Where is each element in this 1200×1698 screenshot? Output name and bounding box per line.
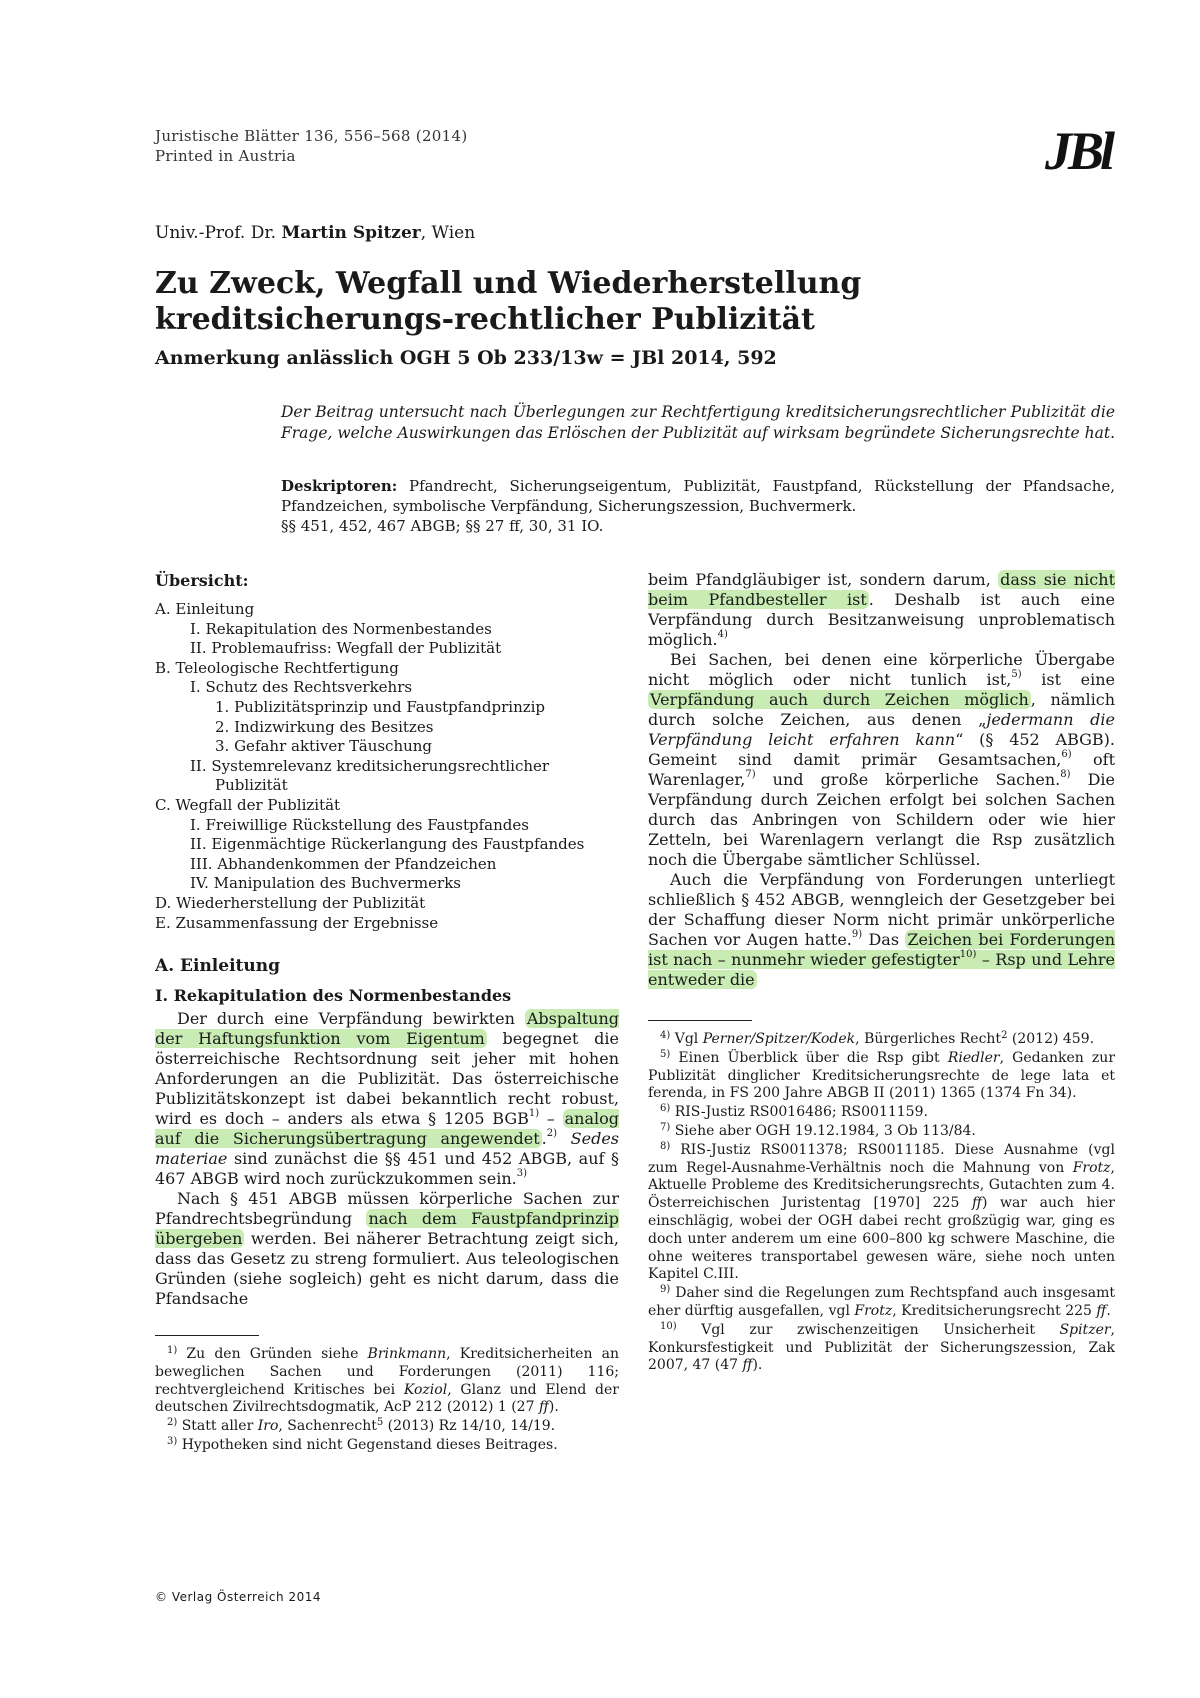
footnote [648, 1285, 1115, 1321]
body-paragraph [648, 650, 1115, 870]
footnote-mark: 7) [660, 1121, 671, 1133]
italic-run: Brinkmann [367, 1346, 447, 1363]
text-run: , Gedanken zur Publizität dinglicher Kreditsicherungsrechte de lege lata et ferenda, in FS 200 Jahre ABGB II (2011) 1365 (1374 Fn 34). [648, 1049, 1116, 1102]
toc-item[interactable]: 3. Gefahr aktiver Täuschung [215, 737, 433, 756]
text-run: ) war auch hier einschlägig, wobei der OGH dabei recht großzügig war, ging es doch unter anderem um eine 600–800 kg schwere Maschine, die ohne weiteres transportabel gewesen wäre, siehe noch unten Kapitel C.III. [648, 1195, 1116, 1283]
text-run: Daher sind die Regelungen zum Rechtspfand auch insgesamt eher dürftig ausgefallen, vgl [648, 1285, 1115, 1319]
text-run: . [1106, 1302, 1111, 1319]
toc-item[interactable]: I. Rekapitulation des Normenbestandes [190, 619, 492, 638]
author-name: Martin Spitzer [281, 223, 421, 243]
footnote-separator [155, 1335, 259, 1336]
toc-item[interactable]: A. Einleitung [155, 600, 255, 618]
text-run: Bei Sachen, bei denen eine körperliche Übergabe nicht möglich oder nicht tunlich ist, [648, 650, 1115, 689]
text-run: werden. Bei näherer Betrachtung zeigt sich, dass das Gesetz zu streng formuliert. Aus teleologischen Gründen (siehe sogleich) geht es nicht darum, dass die Pfandsache [155, 1229, 619, 1309]
footnote-ref[interactable]: 8) [1060, 769, 1071, 780]
footnote-mark: 10) [660, 1320, 677, 1332]
table-of-contents [155, 600, 619, 933]
footnote-ref[interactable]: 1) [528, 1108, 540, 1120]
footnote [648, 1123, 1115, 1141]
highlight: Abspaltung der Haftungsfunktion vom Eigentum [155, 1009, 619, 1049]
copyright-notice: © Verlag Österreich 2014 [155, 1590, 321, 1604]
text-run: beim Pfandgläubiger ist, sondern darum, [648, 570, 999, 589]
toc-item[interactable]: Publizität [215, 776, 288, 795]
italic-run: Riedler [947, 1049, 1000, 1066]
descriptors-label: Deskriptoren: [281, 477, 398, 495]
text-run: Zu den Gründen siehe [177, 1346, 368, 1363]
footnote [155, 1346, 619, 1417]
text-run: , Sachenrecht [278, 1418, 377, 1435]
text-run: begegnet die österreichische Rechtsordnung seit jeher mit hohen Anforderungen an die Publizität. Das österreichische Publizitätskonzept ist dabei bekanntlich recht robust, wird es doch – anders als etwa § 1205 BGB [155, 1029, 619, 1129]
text-run: oft Warenlager, [648, 750, 1115, 789]
footnote-separator [648, 1020, 752, 1021]
journal-line: Juristische Blätter 136, 556–568 (2014) [155, 127, 468, 145]
toc-item[interactable]: II. Systemrelevanz kreditsicherungsrechtlicher [190, 756, 550, 775]
text-run: Siehe aber OGH 19.12.1984, 3 Ob 113/84. [670, 1122, 976, 1139]
italic-run: Iro [257, 1418, 279, 1435]
italic-run: Spitzer [1059, 1321, 1111, 1338]
footnote-mark: 3) [167, 1436, 178, 1448]
text-run: , Bürgerliches Recht [855, 1031, 1002, 1047]
text-run: . [541, 1129, 547, 1149]
toc-item[interactable]: E. Zusammenfassung der Ergebnisse [155, 913, 439, 932]
footnote-ref[interactable]: 3) [516, 1168, 527, 1180]
text-run: (2013) Rz 14/10, 14/19. [383, 1418, 556, 1435]
italic-run: Frotz [1072, 1159, 1111, 1176]
text-run: – [539, 1109, 563, 1129]
article-subtitle: Anmerkung anlässlich OGH 5 Ob 233/13w = JBl 2014, 592 [155, 347, 777, 369]
article-title: Zu Zweck, Wegfall und Wiederherstellung kreditsicherungs-rechtlicher Publizität [155, 266, 862, 337]
toc-item[interactable]: 2. Indizwirkung des Besitzes [215, 717, 434, 736]
body-paragraph [648, 570, 1115, 650]
text-run: – Rsp und Lehre entweder die [648, 950, 1116, 989]
body-paragraph [155, 1189, 619, 1309]
text-run: Hypotheken sind nicht Gegenstand dieses Beitrages. [177, 1437, 558, 1454]
journal-citation [155, 126, 467, 166]
text-run: Die Verpfändung durch Zeichen erfolgt bei solchen Sachen durch das Anbringen von Schildern oder wie hier Zetteln, bei Warenlagern verlangt die Rsp zusätzlich noch die Übergabe sämtlicher Schlüssel. [648, 770, 1116, 869]
footnote-mark: 4) [660, 1030, 671, 1041]
edition-mark: 2 [1001, 1030, 1008, 1041]
toc-item[interactable]: II. Eigenmächtige Rückerlangung des Faustpfandes [190, 835, 585, 854]
text-run: , Aktuelle Probleme des Kreditsicherungsrechts, Gutachten zum 4. Österreichischen Juristentag [1970] 225 [648, 1159, 1115, 1212]
descriptors-laws: §§ 451, 452, 467 ABGB; §§ 27 ff, 30, 31 IO. [281, 517, 604, 535]
toc-item[interactable]: II. Problemaufriss: Wegfall der Publizität [190, 639, 502, 658]
italic-run: ff [1096, 1302, 1107, 1319]
italic-run: Koziol [403, 1381, 448, 1398]
toc-item[interactable]: D. Wiederherstellung der Publizität [155, 893, 426, 912]
footnote-mark: 9) [660, 1284, 671, 1296]
text-run: , Kreditsicherheiten an beweglichen Sachen und Forderungen (2011) 116; rechtvergleichend Kritisches bei [155, 1346, 620, 1398]
footnote-mark: 8) [660, 1140, 671, 1152]
highlight: analog auf die Sicherungsübertragung angewendet [155, 1109, 620, 1149]
toc-item[interactable]: 1. Publizitätsprinzip und Faustpfandprinzip [215, 697, 546, 716]
toc-item[interactable]: IV. Manipulation des Buchvermerks [190, 874, 461, 893]
edition-mark: 5 [376, 1417, 384, 1429]
footnote-ref[interactable]: 9) [851, 929, 863, 940]
section-heading-a: A. Einleitung [155, 956, 280, 977]
toc-item[interactable]: B. Teleologische Rechtfertigung [155, 658, 399, 677]
abstract: Der Beitrag untersucht nach Überlegungen zur Rechtfertigung kreditsicherungsrechtlicher Publizität die Frage, welche Auswirkungen das Erlöschen der Publizität auf wirksam begründete Sicherungsrechte hat. [281, 403, 1115, 442]
highlight: dass sie nicht beim Pfandbesteller ist [648, 570, 1115, 609]
text-run: Zeichen bei Forderungen ist nach – nunmehr wieder gefestigter [648, 930, 1116, 969]
text-run: Der durch eine Verpfändung bewirkten [177, 1009, 525, 1029]
highlight: nach dem Faustpfandprinzip übergeben [155, 1209, 619, 1249]
body-paragraph [155, 1009, 619, 1189]
footnote-mark: 1) [167, 1345, 178, 1357]
footnote-mark: 5) [660, 1048, 671, 1060]
subsection-heading: I. Rekapitulation des Normenbestandes [155, 986, 512, 1006]
text-run: und große körperliche Sachen. [755, 770, 1061, 789]
text-run: ). [752, 1357, 763, 1374]
footnote [648, 1050, 1115, 1103]
footnote-ref[interactable]: 2) [546, 1128, 557, 1140]
italic-run: ff [538, 1399, 549, 1416]
descriptors [281, 476, 1115, 536]
italic-run: Perner/Spitzer/Kodek [702, 1031, 856, 1047]
text-run: Vgl [670, 1031, 703, 1047]
author-line [155, 222, 475, 244]
italic-run: jedermann die Verpfändung leicht erfahren kann [648, 710, 1115, 749]
left-column [155, 570, 619, 1456]
footnote [155, 1437, 619, 1455]
text-run: Statt aller [177, 1418, 258, 1435]
jbl-logo: JBl [1045, 121, 1112, 181]
right-column [648, 570, 1115, 1376]
text-run: (2012) 459. [1007, 1031, 1095, 1047]
toc-item[interactable]: I. Schutz des Rechtsverkehrs [190, 678, 413, 697]
text-run: sind zunächst die §§ 451 und 452 ABGB, auf § 467 ABGB wird noch zurückzukommen sein. [155, 1149, 619, 1189]
text-run: Das [862, 930, 906, 949]
footnote-ref[interactable]: 6) [1061, 749, 1072, 760]
text-run: ). [548, 1399, 559, 1416]
footnote-ref[interactable]: 4) [717, 629, 728, 640]
toc-item[interactable]: III. Abhandenkommen der Pfandzeichen [190, 854, 497, 873]
footnote-ref[interactable]: 7) [745, 769, 756, 780]
footnote [648, 1031, 1115, 1049]
text-run: Nach § 451 ABGB müssen körperliche Sachen zur Pfandrechtsbegründung [155, 1189, 619, 1229]
footnote [648, 1104, 1115, 1122]
descriptors-text: Pfandrecht, Sicherungseigentum, Publizität, Faustpfand, Rückstellung der Pfandsache, Pfandzeichen, symbolische Verpfändung, Sicherungszession, Buchvermerk. [281, 477, 1115, 515]
text-run: RIS-Justiz RS0011378; RS0011185. Diese Ausnahme (vgl zum Regel-Ausnahme-Verhältnis noch die Mahnung von [648, 1141, 1115, 1176]
italic-run: ff [742, 1357, 753, 1374]
footnote [648, 1322, 1115, 1375]
italic-run: Frotz [854, 1302, 893, 1319]
highlight: Verpfändung auch durch Zeichen möglich [650, 690, 1029, 709]
text-run: . Deshalb ist auch eine Verpfändung durch Besitzanweisung unproblematisch möglich. [648, 590, 1115, 649]
toc-item[interactable]: I. Freiwillige Rückstellung des Faustpfandes [190, 815, 529, 834]
text-run: Einen Überblick über die Rsp gibt [670, 1049, 948, 1066]
text-run: RIS-Justiz RS0016486; RS0011159. [670, 1104, 928, 1121]
text-run: Auch die Verpfändung von Forderungen unterliegt schließlich § 452 ABGB, wenngleich der Gesetzgeber bei der Schaffung dieser Norm nicht primär unkörperliche Sachen vor Augen hatte. [648, 870, 1115, 949]
text-run: , nämlich durch solche Zeichen, aus denen „ [648, 690, 1115, 729]
text-run: , Kreditsicherungsrecht 225 [892, 1302, 1097, 1319]
footnote [155, 1418, 619, 1436]
text-run: , Glanz und Elend der deutschen Zivilrechtsdogmatik, AcP 212 (2012) 1 (27 [155, 1381, 619, 1416]
printed-line: Printed in Austria [155, 147, 296, 165]
toc-heading: Übersicht: [155, 571, 249, 590]
text-run: Vgl zur zwischenzeitigen Unsicherheit [676, 1321, 1060, 1338]
author-suffix: , Wien [420, 223, 476, 243]
text-run: “ (§ 452 ABGB). Gemeint sind damit primär Gesamtsachen, [648, 730, 1115, 769]
body-paragraph [648, 870, 1115, 990]
footnote-ref[interactable]: 5) [1011, 669, 1022, 680]
footnote-mark: 6) [660, 1103, 671, 1115]
footnote [648, 1142, 1115, 1284]
footnote-ref[interactable]: 10) [959, 949, 977, 960]
toc-item[interactable]: C. Wegfall der Publizität [155, 795, 341, 814]
italic-run: Sedes materiae [155, 1129, 619, 1169]
author-prefix: Univ.-Prof. Dr. [155, 223, 277, 243]
italic-run: ff [972, 1195, 982, 1212]
text-run: ist eine [1021, 670, 1115, 689]
text-run: , Konkursfestigkeit und Publizität der Sicherungszession, Zak 2007, 47 (47 [648, 1321, 1115, 1374]
footnote-mark: 2) [167, 1417, 178, 1429]
